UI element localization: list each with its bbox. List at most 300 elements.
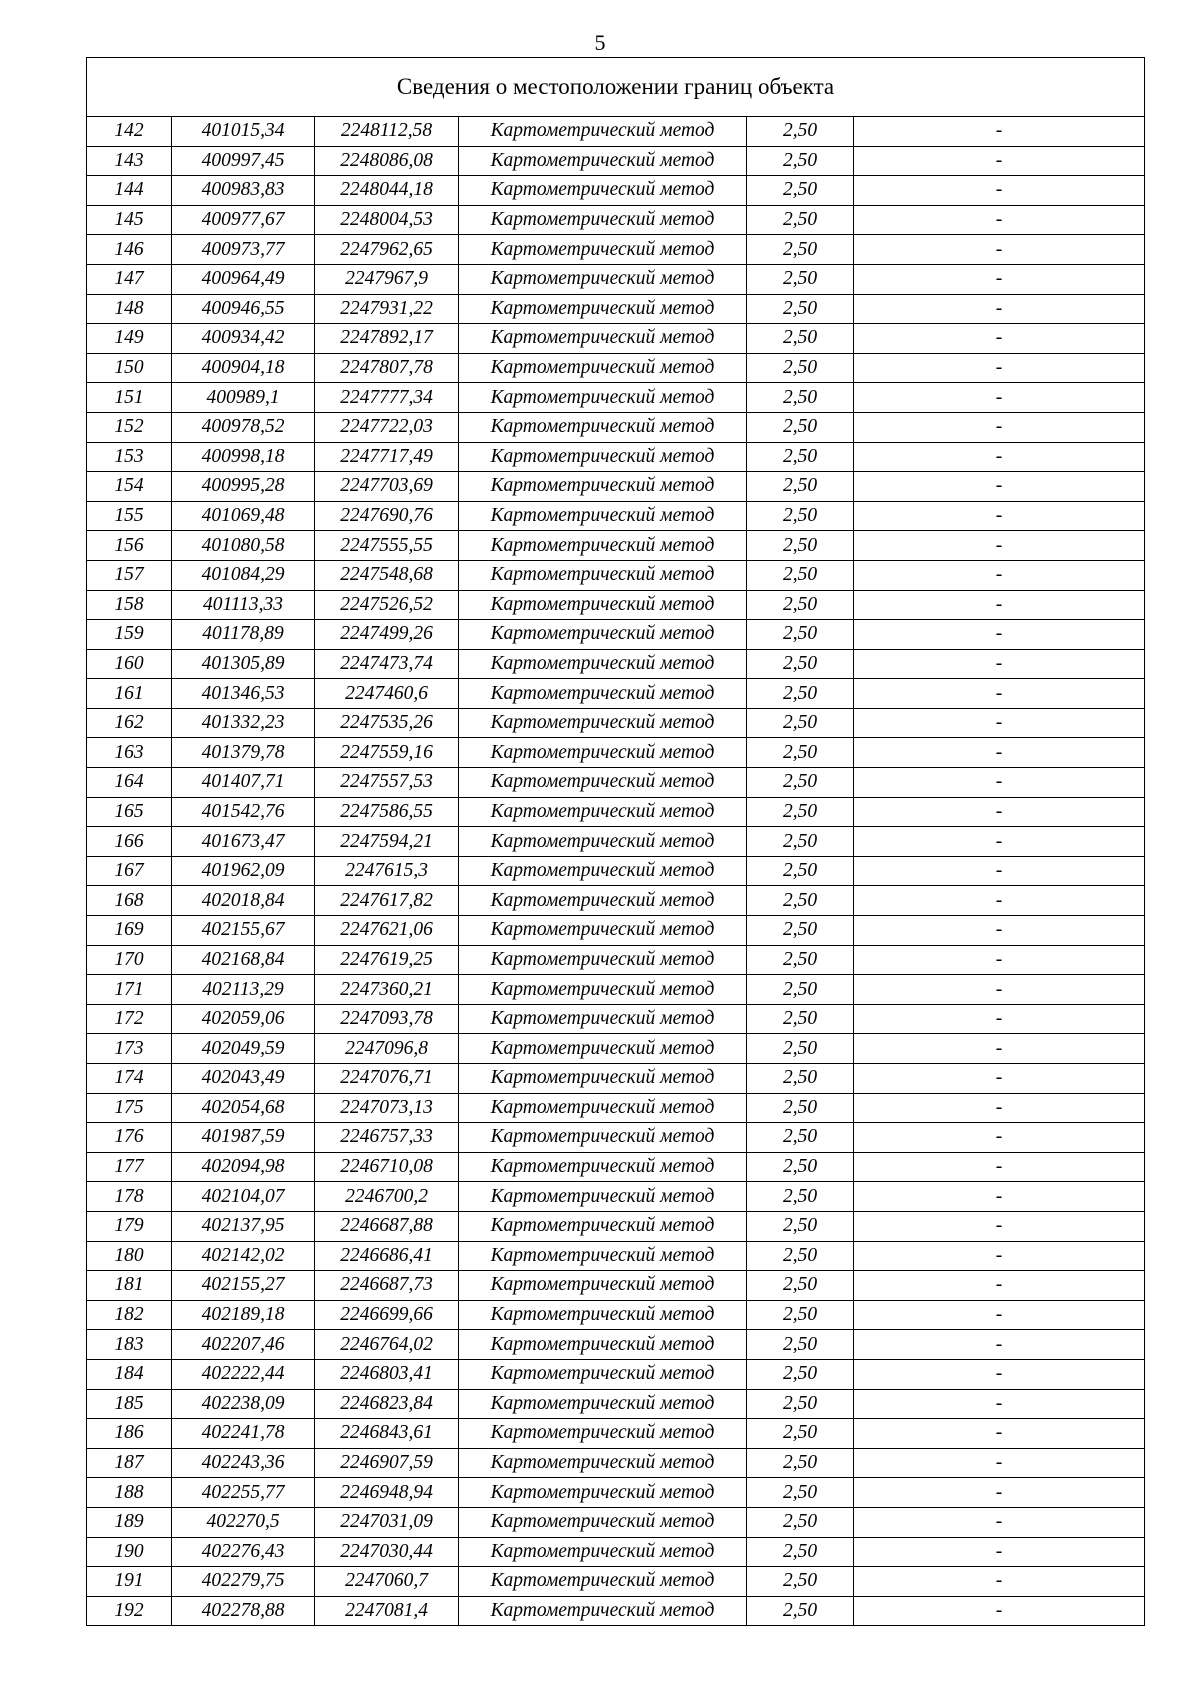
point-number-cell: 175 <box>87 1093 172 1123</box>
description-cell: - <box>854 1330 1145 1360</box>
accuracy-cell: 2,50 <box>747 205 854 235</box>
point-number-cell: 191 <box>87 1567 172 1597</box>
x-coordinate-cell: 402142,02 <box>172 1241 315 1271</box>
method-cell: Картометрический метод <box>459 1448 747 1478</box>
table-row <box>87 1064 1145 1094</box>
table-row <box>87 1596 1145 1626</box>
table-row <box>87 1478 1145 1508</box>
point-number-cell: 162 <box>87 708 172 738</box>
point-number-cell: 180 <box>87 1241 172 1271</box>
point-number-cell: 152 <box>87 412 172 442</box>
description-cell: - <box>854 768 1145 798</box>
x-coordinate-cell: 400904,18 <box>172 353 315 383</box>
y-coordinate-cell: 2246687,88 <box>315 1211 459 1241</box>
table-row <box>87 1211 1145 1241</box>
accuracy-cell: 2,50 <box>747 412 854 442</box>
point-number-cell: 160 <box>87 649 172 679</box>
y-coordinate-cell: 2247807,78 <box>315 353 459 383</box>
method-cell: Картометрический метод <box>459 1241 747 1271</box>
point-number-cell: 165 <box>87 797 172 827</box>
page-number: 5 <box>594 30 606 55</box>
description-cell: - <box>854 412 1145 442</box>
method-cell: Картометрический метод <box>459 1478 747 1508</box>
point-number-cell: 182 <box>87 1300 172 1330</box>
table-row <box>87 1152 1145 1182</box>
x-coordinate-cell: 402276,43 <box>172 1537 315 1567</box>
method-cell: Картометрический метод <box>459 1271 747 1301</box>
table-row <box>87 442 1145 472</box>
point-number-cell: 148 <box>87 294 172 324</box>
method-cell: Картометрический метод <box>459 531 747 561</box>
x-coordinate-cell: 400946,55 <box>172 294 315 324</box>
x-coordinate-cell: 402255,77 <box>172 1478 315 1508</box>
accuracy-cell: 2,50 <box>747 590 854 620</box>
point-number-cell: 149 <box>87 324 172 354</box>
point-number-cell: 166 <box>87 827 172 857</box>
y-coordinate-cell: 2247460,6 <box>315 679 459 709</box>
table-row <box>87 975 1145 1005</box>
table-row <box>87 738 1145 768</box>
method-cell: Картометрический метод <box>459 1330 747 1360</box>
x-coordinate-cell: 402168,84 <box>172 945 315 975</box>
point-number-cell: 167 <box>87 856 172 886</box>
accuracy-cell: 2,50 <box>747 501 854 531</box>
method-cell: Картометрический метод <box>459 501 747 531</box>
point-number-cell: 171 <box>87 975 172 1005</box>
y-coordinate-cell: 2247931,22 <box>315 294 459 324</box>
description-cell: - <box>854 176 1145 206</box>
accuracy-cell: 2,50 <box>747 768 854 798</box>
y-coordinate-cell: 2247360,21 <box>315 975 459 1005</box>
description-cell: - <box>854 117 1145 147</box>
point-number-cell: 158 <box>87 590 172 620</box>
description-cell: - <box>854 1448 1145 1478</box>
y-coordinate-cell: 2247096,8 <box>315 1034 459 1064</box>
accuracy-cell: 2,50 <box>747 264 854 294</box>
method-cell: Картометрический метод <box>459 945 747 975</box>
table-row <box>87 945 1145 975</box>
accuracy-cell: 2,50 <box>747 708 854 738</box>
method-cell: Картометрический метод <box>459 294 747 324</box>
y-coordinate-cell: 2247555,55 <box>315 531 459 561</box>
y-coordinate-cell: 2246687,73 <box>315 1271 459 1301</box>
y-coordinate-cell: 2247615,3 <box>315 856 459 886</box>
point-number-cell: 146 <box>87 235 172 265</box>
y-coordinate-cell: 2247722,03 <box>315 412 459 442</box>
y-coordinate-cell: 2247962,65 <box>315 235 459 265</box>
accuracy-cell: 2,50 <box>747 620 854 650</box>
description-cell: - <box>854 1537 1145 1567</box>
description-cell: - <box>854 679 1145 709</box>
method-cell: Картометрический метод <box>459 975 747 1005</box>
point-number-cell: 157 <box>87 560 172 590</box>
y-coordinate-cell: 2247526,52 <box>315 590 459 620</box>
table-row <box>87 827 1145 857</box>
accuracy-cell: 2,50 <box>747 235 854 265</box>
table-row <box>87 324 1145 354</box>
accuracy-cell: 2,50 <box>747 916 854 946</box>
point-number-cell: 161 <box>87 679 172 709</box>
accuracy-cell: 2,50 <box>747 1241 854 1271</box>
y-coordinate-cell: 2246686,41 <box>315 1241 459 1271</box>
description-cell: - <box>854 383 1145 413</box>
description-cell: - <box>854 442 1145 472</box>
description-cell: - <box>854 205 1145 235</box>
accuracy-cell: 2,50 <box>747 1123 854 1153</box>
accuracy-cell: 2,50 <box>747 176 854 206</box>
method-cell: Картометрический метод <box>459 1152 747 1182</box>
description-cell: - <box>854 1064 1145 1094</box>
accuracy-cell: 2,50 <box>747 353 854 383</box>
point-number-cell: 163 <box>87 738 172 768</box>
x-coordinate-cell: 402207,46 <box>172 1330 315 1360</box>
x-coordinate-cell: 402094,98 <box>172 1152 315 1182</box>
table-row <box>87 1330 1145 1360</box>
y-coordinate-cell: 2247619,25 <box>315 945 459 975</box>
method-cell: Картометрический метод <box>459 1123 747 1153</box>
table-row <box>87 146 1145 176</box>
x-coordinate-cell: 400978,52 <box>172 412 315 442</box>
y-coordinate-cell: 2246843,61 <box>315 1419 459 1449</box>
x-coordinate-cell: 400973,77 <box>172 235 315 265</box>
table-row <box>87 1123 1145 1153</box>
point-number-cell: 189 <box>87 1507 172 1537</box>
point-number-cell: 145 <box>87 205 172 235</box>
point-number-cell: 184 <box>87 1359 172 1389</box>
description-cell: - <box>854 235 1145 265</box>
y-coordinate-cell: 2247690,76 <box>315 501 459 531</box>
table-row <box>87 620 1145 650</box>
description-cell: - <box>854 1359 1145 1389</box>
description-cell: - <box>854 1152 1145 1182</box>
table-row <box>87 1567 1145 1597</box>
boundary-coordinates-table <box>86 57 1145 1626</box>
point-number-cell: 178 <box>87 1182 172 1212</box>
method-cell: Картометрический метод <box>459 856 747 886</box>
description-cell: - <box>854 324 1145 354</box>
table-row <box>87 531 1145 561</box>
x-coordinate-cell: 402155,67 <box>172 916 315 946</box>
x-coordinate-cell: 402279,75 <box>172 1567 315 1597</box>
accuracy-cell: 2,50 <box>747 1537 854 1567</box>
y-coordinate-cell: 2247073,13 <box>315 1093 459 1123</box>
x-coordinate-cell: 401113,33 <box>172 590 315 620</box>
point-number-cell: 164 <box>87 768 172 798</box>
point-number-cell: 169 <box>87 916 172 946</box>
table-row <box>87 235 1145 265</box>
method-cell: Картометрический метод <box>459 324 747 354</box>
accuracy-cell: 2,50 <box>747 1064 854 1094</box>
x-coordinate-cell: 400997,45 <box>172 146 315 176</box>
point-number-cell: 153 <box>87 442 172 472</box>
description-cell: - <box>854 1507 1145 1537</box>
table-row <box>87 501 1145 531</box>
y-coordinate-cell: 2248044,18 <box>315 176 459 206</box>
y-coordinate-cell: 2247892,17 <box>315 324 459 354</box>
x-coordinate-cell: 400989,1 <box>172 383 315 413</box>
method-cell: Картометрический метод <box>459 1567 747 1597</box>
x-coordinate-cell: 401084,29 <box>172 560 315 590</box>
x-coordinate-cell: 402222,44 <box>172 1359 315 1389</box>
y-coordinate-cell: 2246764,02 <box>315 1330 459 1360</box>
table-row <box>87 1507 1145 1537</box>
y-coordinate-cell: 2248004,53 <box>315 205 459 235</box>
description-cell: - <box>854 1271 1145 1301</box>
point-number-cell: 147 <box>87 264 172 294</box>
accuracy-cell: 2,50 <box>747 886 854 916</box>
table-row <box>87 649 1145 679</box>
table-row <box>87 294 1145 324</box>
table-row <box>87 1389 1145 1419</box>
table-row <box>87 176 1145 206</box>
table-row <box>87 886 1145 916</box>
x-coordinate-cell: 402049,59 <box>172 1034 315 1064</box>
accuracy-cell: 2,50 <box>747 1152 854 1182</box>
x-coordinate-cell: 401987,59 <box>172 1123 315 1153</box>
point-number-cell: 177 <box>87 1152 172 1182</box>
x-coordinate-cell: 401407,71 <box>172 768 315 798</box>
y-coordinate-cell: 2246803,41 <box>315 1359 459 1389</box>
point-number-cell: 185 <box>87 1389 172 1419</box>
point-number-cell: 183 <box>87 1330 172 1360</box>
accuracy-cell: 2,50 <box>747 117 854 147</box>
x-coordinate-cell: 401332,23 <box>172 708 315 738</box>
description-cell: - <box>854 1211 1145 1241</box>
description-cell: - <box>854 294 1145 324</box>
x-coordinate-cell: 401962,09 <box>172 856 315 886</box>
y-coordinate-cell: 2246699,66 <box>315 1300 459 1330</box>
point-number-cell: 179 <box>87 1211 172 1241</box>
table-row <box>87 383 1145 413</box>
table-row <box>87 1271 1145 1301</box>
point-number-cell: 168 <box>87 886 172 916</box>
y-coordinate-cell: 2247499,26 <box>315 620 459 650</box>
y-coordinate-cell: 2246948,94 <box>315 1478 459 1508</box>
description-cell: - <box>854 649 1145 679</box>
y-coordinate-cell: 2246710,08 <box>315 1152 459 1182</box>
point-number-cell: 159 <box>87 620 172 650</box>
accuracy-cell: 2,50 <box>747 1300 854 1330</box>
point-number-cell: 176 <box>87 1123 172 1153</box>
accuracy-cell: 2,50 <box>747 1419 854 1449</box>
x-coordinate-cell: 402043,49 <box>172 1064 315 1094</box>
x-coordinate-cell: 401015,34 <box>172 117 315 147</box>
table-row <box>87 1004 1145 1034</box>
table-row <box>87 679 1145 709</box>
x-coordinate-cell: 400934,42 <box>172 324 315 354</box>
table-row <box>87 916 1145 946</box>
method-cell: Картометрический метод <box>459 205 747 235</box>
accuracy-cell: 2,50 <box>747 442 854 472</box>
description-cell: - <box>854 353 1145 383</box>
description-cell: - <box>854 738 1145 768</box>
point-number-cell: 174 <box>87 1064 172 1094</box>
y-coordinate-cell: 2247557,53 <box>315 768 459 798</box>
x-coordinate-cell: 401542,76 <box>172 797 315 827</box>
table-row <box>87 1359 1145 1389</box>
x-coordinate-cell: 402189,18 <box>172 1300 315 1330</box>
y-coordinate-cell: 2247777,34 <box>315 383 459 413</box>
method-cell: Картометрический метод <box>459 797 747 827</box>
point-number-cell: 150 <box>87 353 172 383</box>
accuracy-cell: 2,50 <box>747 531 854 561</box>
description-cell: - <box>854 264 1145 294</box>
y-coordinate-cell: 2247703,69 <box>315 472 459 502</box>
method-cell: Картометрический метод <box>459 590 747 620</box>
accuracy-cell: 2,50 <box>747 1093 854 1123</box>
method-cell: Картометрический метод <box>459 176 747 206</box>
y-coordinate-cell: 2247559,16 <box>315 738 459 768</box>
accuracy-cell: 2,50 <box>747 1596 854 1626</box>
point-number-cell: 170 <box>87 945 172 975</box>
description-cell: - <box>854 945 1145 975</box>
method-cell: Картометрический метод <box>459 412 747 442</box>
x-coordinate-cell: 401080,58 <box>172 531 315 561</box>
table-row <box>87 560 1145 590</box>
accuracy-cell: 2,50 <box>747 294 854 324</box>
point-number-cell: 155 <box>87 501 172 531</box>
x-coordinate-cell: 402270,5 <box>172 1507 315 1537</box>
method-cell: Картометрический метод <box>459 1064 747 1094</box>
y-coordinate-cell: 2247535,26 <box>315 708 459 738</box>
table-row <box>87 1537 1145 1567</box>
table-row <box>87 768 1145 798</box>
x-coordinate-cell: 402278,88 <box>172 1596 315 1626</box>
accuracy-cell: 2,50 <box>747 679 854 709</box>
y-coordinate-cell: 2248112,58 <box>315 117 459 147</box>
accuracy-cell: 2,50 <box>747 472 854 502</box>
point-number-cell: 172 <box>87 1004 172 1034</box>
accuracy-cell: 2,50 <box>747 1211 854 1241</box>
point-number-cell: 156 <box>87 531 172 561</box>
method-cell: Картометрический метод <box>459 472 747 502</box>
y-coordinate-cell: 2247076,71 <box>315 1064 459 1094</box>
accuracy-cell: 2,50 <box>747 1271 854 1301</box>
table-row <box>87 412 1145 442</box>
table-row <box>87 1300 1145 1330</box>
method-cell: Картометрический метод <box>459 560 747 590</box>
method-cell: Картометрический метод <box>459 1300 747 1330</box>
x-coordinate-cell: 402059,06 <box>172 1004 315 1034</box>
x-coordinate-cell: 400995,28 <box>172 472 315 502</box>
accuracy-cell: 2,50 <box>747 649 854 679</box>
description-cell: - <box>854 1389 1145 1419</box>
table-title-row <box>87 58 1145 117</box>
description-cell: - <box>854 856 1145 886</box>
accuracy-cell: 2,50 <box>747 1507 854 1537</box>
accuracy-cell: 2,50 <box>747 975 854 1005</box>
y-coordinate-cell: 2247621,06 <box>315 916 459 946</box>
description-cell: - <box>854 620 1145 650</box>
x-coordinate-cell: 402155,27 <box>172 1271 315 1301</box>
x-coordinate-cell: 400983,83 <box>172 176 315 206</box>
y-coordinate-cell: 2247594,21 <box>315 827 459 857</box>
method-cell: Картометрический метод <box>459 235 747 265</box>
table-row <box>87 1182 1145 1212</box>
y-coordinate-cell: 2247473,74 <box>315 649 459 679</box>
y-coordinate-cell: 2247031,09 <box>315 1507 459 1537</box>
accuracy-cell: 2,50 <box>747 1034 854 1064</box>
method-cell: Картометрический метод <box>459 827 747 857</box>
table-row <box>87 590 1145 620</box>
accuracy-cell: 2,50 <box>747 827 854 857</box>
x-coordinate-cell: 402243,36 <box>172 1448 315 1478</box>
description-cell: - <box>854 560 1145 590</box>
x-coordinate-cell: 401673,47 <box>172 827 315 857</box>
accuracy-cell: 2,50 <box>747 1182 854 1212</box>
accuracy-cell: 2,50 <box>747 1004 854 1034</box>
method-cell: Картометрический метод <box>459 916 747 946</box>
table-row <box>87 1241 1145 1271</box>
method-cell: Картометрический метод <box>459 353 747 383</box>
description-cell: - <box>854 1034 1145 1064</box>
method-cell: Картометрический метод <box>459 442 747 472</box>
method-cell: Картометрический метод <box>459 117 747 147</box>
table-title: Сведения о местоположении границ объекта <box>87 58 1145 117</box>
description-cell: - <box>854 1567 1145 1597</box>
description-cell: - <box>854 1419 1145 1449</box>
description-cell: - <box>854 1241 1145 1271</box>
y-coordinate-cell: 2246907,59 <box>315 1448 459 1478</box>
point-number-cell: 192 <box>87 1596 172 1626</box>
accuracy-cell: 2,50 <box>747 797 854 827</box>
point-number-cell: 173 <box>87 1034 172 1064</box>
table-row <box>87 1034 1145 1064</box>
method-cell: Картометрический метод <box>459 768 747 798</box>
point-number-cell: 186 <box>87 1419 172 1449</box>
point-number-cell: 187 <box>87 1448 172 1478</box>
method-cell: Картометрический метод <box>459 738 747 768</box>
y-coordinate-cell: 2247717,49 <box>315 442 459 472</box>
y-coordinate-cell: 2247030,44 <box>315 1537 459 1567</box>
description-cell: - <box>854 1300 1145 1330</box>
y-coordinate-cell: 2248086,08 <box>315 146 459 176</box>
y-coordinate-cell: 2247060,7 <box>315 1567 459 1597</box>
method-cell: Картометрический метод <box>459 1182 747 1212</box>
x-coordinate-cell: 402104,07 <box>172 1182 315 1212</box>
x-coordinate-cell: 402137,95 <box>172 1211 315 1241</box>
x-coordinate-cell: 401178,89 <box>172 620 315 650</box>
x-coordinate-cell: 400977,67 <box>172 205 315 235</box>
description-cell: - <box>854 1093 1145 1123</box>
accuracy-cell: 2,50 <box>747 146 854 176</box>
point-number-cell: 190 <box>87 1537 172 1567</box>
point-number-cell: 154 <box>87 472 172 502</box>
method-cell: Картометрический метод <box>459 886 747 916</box>
description-cell: - <box>854 472 1145 502</box>
method-cell: Картометрический метод <box>459 1537 747 1567</box>
point-number-cell: 144 <box>87 176 172 206</box>
description-cell: - <box>854 916 1145 946</box>
accuracy-cell: 2,50 <box>747 1448 854 1478</box>
table-row <box>87 708 1145 738</box>
method-cell: Картометрический метод <box>459 1596 747 1626</box>
accuracy-cell: 2,50 <box>747 1478 854 1508</box>
table-row <box>87 117 1145 147</box>
x-coordinate-cell: 402241,78 <box>172 1419 315 1449</box>
description-cell: - <box>854 1182 1145 1212</box>
description-cell: - <box>854 1596 1145 1626</box>
x-coordinate-cell: 402018,84 <box>172 886 315 916</box>
y-coordinate-cell: 2247586,55 <box>315 797 459 827</box>
method-cell: Картометрический метод <box>459 383 747 413</box>
y-coordinate-cell: 2246700,2 <box>315 1182 459 1212</box>
method-cell: Картометрический метод <box>459 649 747 679</box>
description-cell: - <box>854 590 1145 620</box>
accuracy-cell: 2,50 <box>747 738 854 768</box>
point-number-cell: 143 <box>87 146 172 176</box>
table-row <box>87 472 1145 502</box>
